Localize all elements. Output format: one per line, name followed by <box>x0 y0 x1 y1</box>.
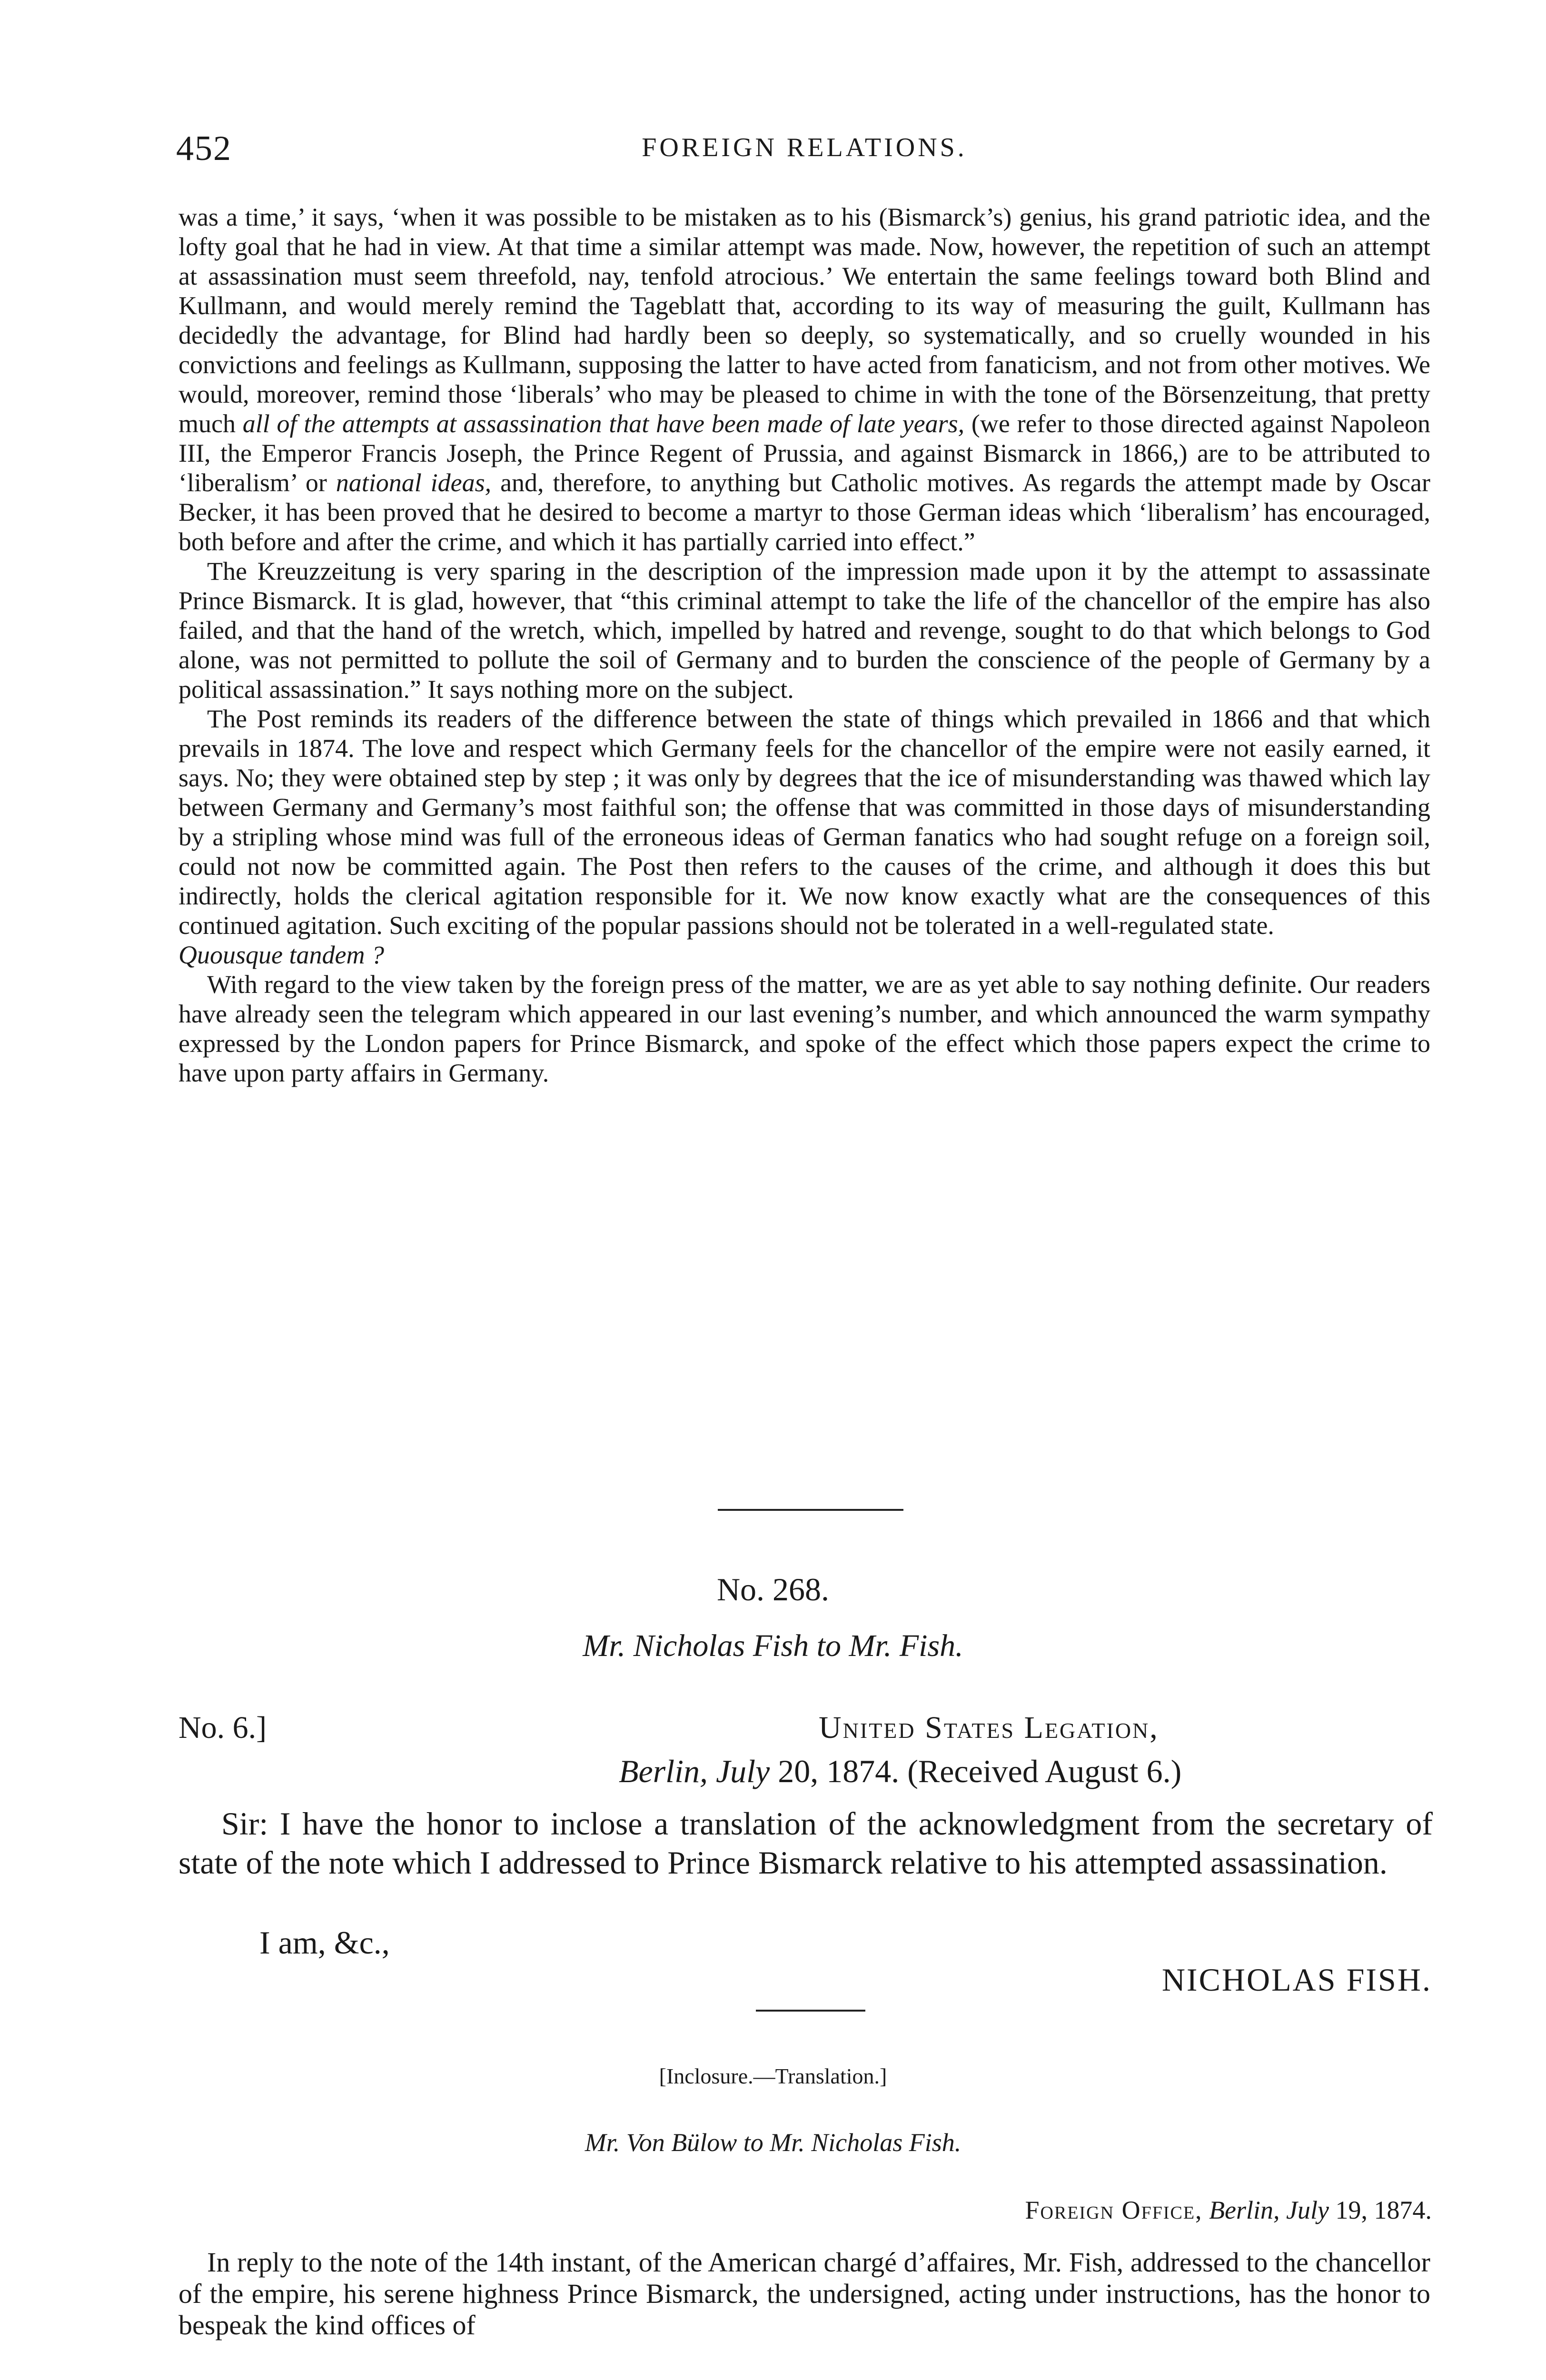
paragraph-kreuzzeitung: The Kreuzzeitung is very sparing in the description of the impression made upon it by the attempt to assassinate Prince Bismarck. It is glad, however, that “this criminal attempt to take the life of the chancellor of the empire has also failed, and that the hand of the wretch, which, impelled by hatred and revenge, sought to do that which belongs to God alone, was not permitted to pollute the soil of Germany and to burden the conscience of the people of Germany by a political assassination.” It says nothing more on the subject. <box>178 557 1430 704</box>
letter-signature: NICHOLAS FISH. <box>1161 1962 1432 1998</box>
document-title: Mr. Nicholas Fish to Mr. Fish. <box>583 1628 963 1663</box>
inclosure-title: Mr. Von Bülow to Mr. Nicholas Fish. <box>585 2128 961 2157</box>
paragraph-post: The Post reminds its readers of the difference between the state of things which prevailed in 1866 and that which prevails in 1874. The love and respect which Germany feels for the chancellor of the empire were not easily earned, it says. No; they were obtained step by step ; it was only by degrees that the ice of misunderstanding was thawed which lay between Germany and Germany’s most faithful son; the offense that was committed in those days of misunderstanding by a stripling whose mind was full of the erroneous ideas of German fanatics who had sought refuge on a foreign soil, could not now be committed again. The Post then refers to the causes of the crime, and although it does this but indirectly, holds the clerical agitation responsible for it. We now know exactly what are the consequences of this continued agitation. Such exciting of the popular passions should not be tolerated in a well-regulated state. Quousque tandem ? <box>178 704 1430 969</box>
letter-dateline: Berlin, July 20, 1874. (Received August 6.) <box>619 1753 1182 1789</box>
paragraph-foreign-press: With regard to the view taken by the foreign press of the matter, we are as yet able to say nothing definite. Our readers have already seen the telegram which appeared in our last evening’s number, and which announced the warm sympathy expressed by the London papers for Prince Bismarck, and spoke of the effect which those papers expect the crime to have upon party affairs in Germany. <box>178 970 1430 1087</box>
inclosure-paragraph: In reply to the note of the 14th instant, of the American chargé d’affaires, Mr. Fish, addressed to the chancellor of the empire, his serene highness Prince Bismarck, the undersigned, acting under instructions, has the honor to bespeak the kind offices of <box>178 2247 1430 2340</box>
document-number: No. 268. <box>716 1571 830 1607</box>
inclosure-dateline: Foreign Office, Berlin, July 19, 1874. <box>1025 2196 1432 2224</box>
running-head: FOREIGN RELATIONS. <box>642 133 967 162</box>
legation-heading: United States Legation, <box>819 1710 1159 1745</box>
section-divider <box>718 1509 903 1511</box>
inclosure-body <box>178 2247 1430 2341</box>
letter-closing: I am, &c., <box>259 1924 390 1961</box>
letter-paragraph: Sir: I have the honor to inclose a translation of the acknowledgment from the secretary of state of the note which I addressed to Prince Bismarck relative to his attempted assassination. <box>178 1805 1433 1881</box>
letter-body <box>178 1804 1433 1882</box>
dispatch-number: No. 6.] <box>178 1710 267 1745</box>
page-header <box>176 129 1433 176</box>
continued-article-text <box>178 202 1430 1088</box>
paragraph-quote-continuation: was a time,’ it says, ‘when it was possible to be mistaken as to his (Bismarck’s) genius, his grand patriotic idea, and the lofty goal that he had in view. At that time a similar attempt was made. Now, however, the repetition of such an attempt at assassination must seem threefold, nay, tenfold atrocious.’ We entertain the same feelings toward both Blind and Kullmann, and would merely remind the Tageblatt that, according to its way of measuring the guilt, Kullmann has decidedly the advantage, for Blind had hardly been so deeply, so systematically, and so cruelly wounded in his convictions and feelings as Kullmann, supposing the latter to have acted from fanaticism, and not from other motives. We would, moreover, remind those ‘liberals’ who may be pleased to chime in with the tone of the Börsenzeitung, that pretty much all of the attempts at assassination that have been made of late years, (we refer to those directed against Napoleon III, the Emperor Francis Joseph, the Prince Regent of Prussia, and against Bismarck in 1866,) are to be attributed to ‘liberalism’ or national ideas, and, therefore, to anything but Catholic motives. As regards the attempt made by Oscar Becker, it has been proved that he desired to become a martyr to those German ideas which ‘liberalism’ has encouraged, both before and after the crime, and which it has partially carried into effect.” <box>178 203 1430 556</box>
inclosure-divider <box>756 2010 865 2012</box>
inclosure-label: [Inclosure.—Translation.] <box>659 2064 887 2088</box>
page-number: 452 <box>176 129 232 168</box>
